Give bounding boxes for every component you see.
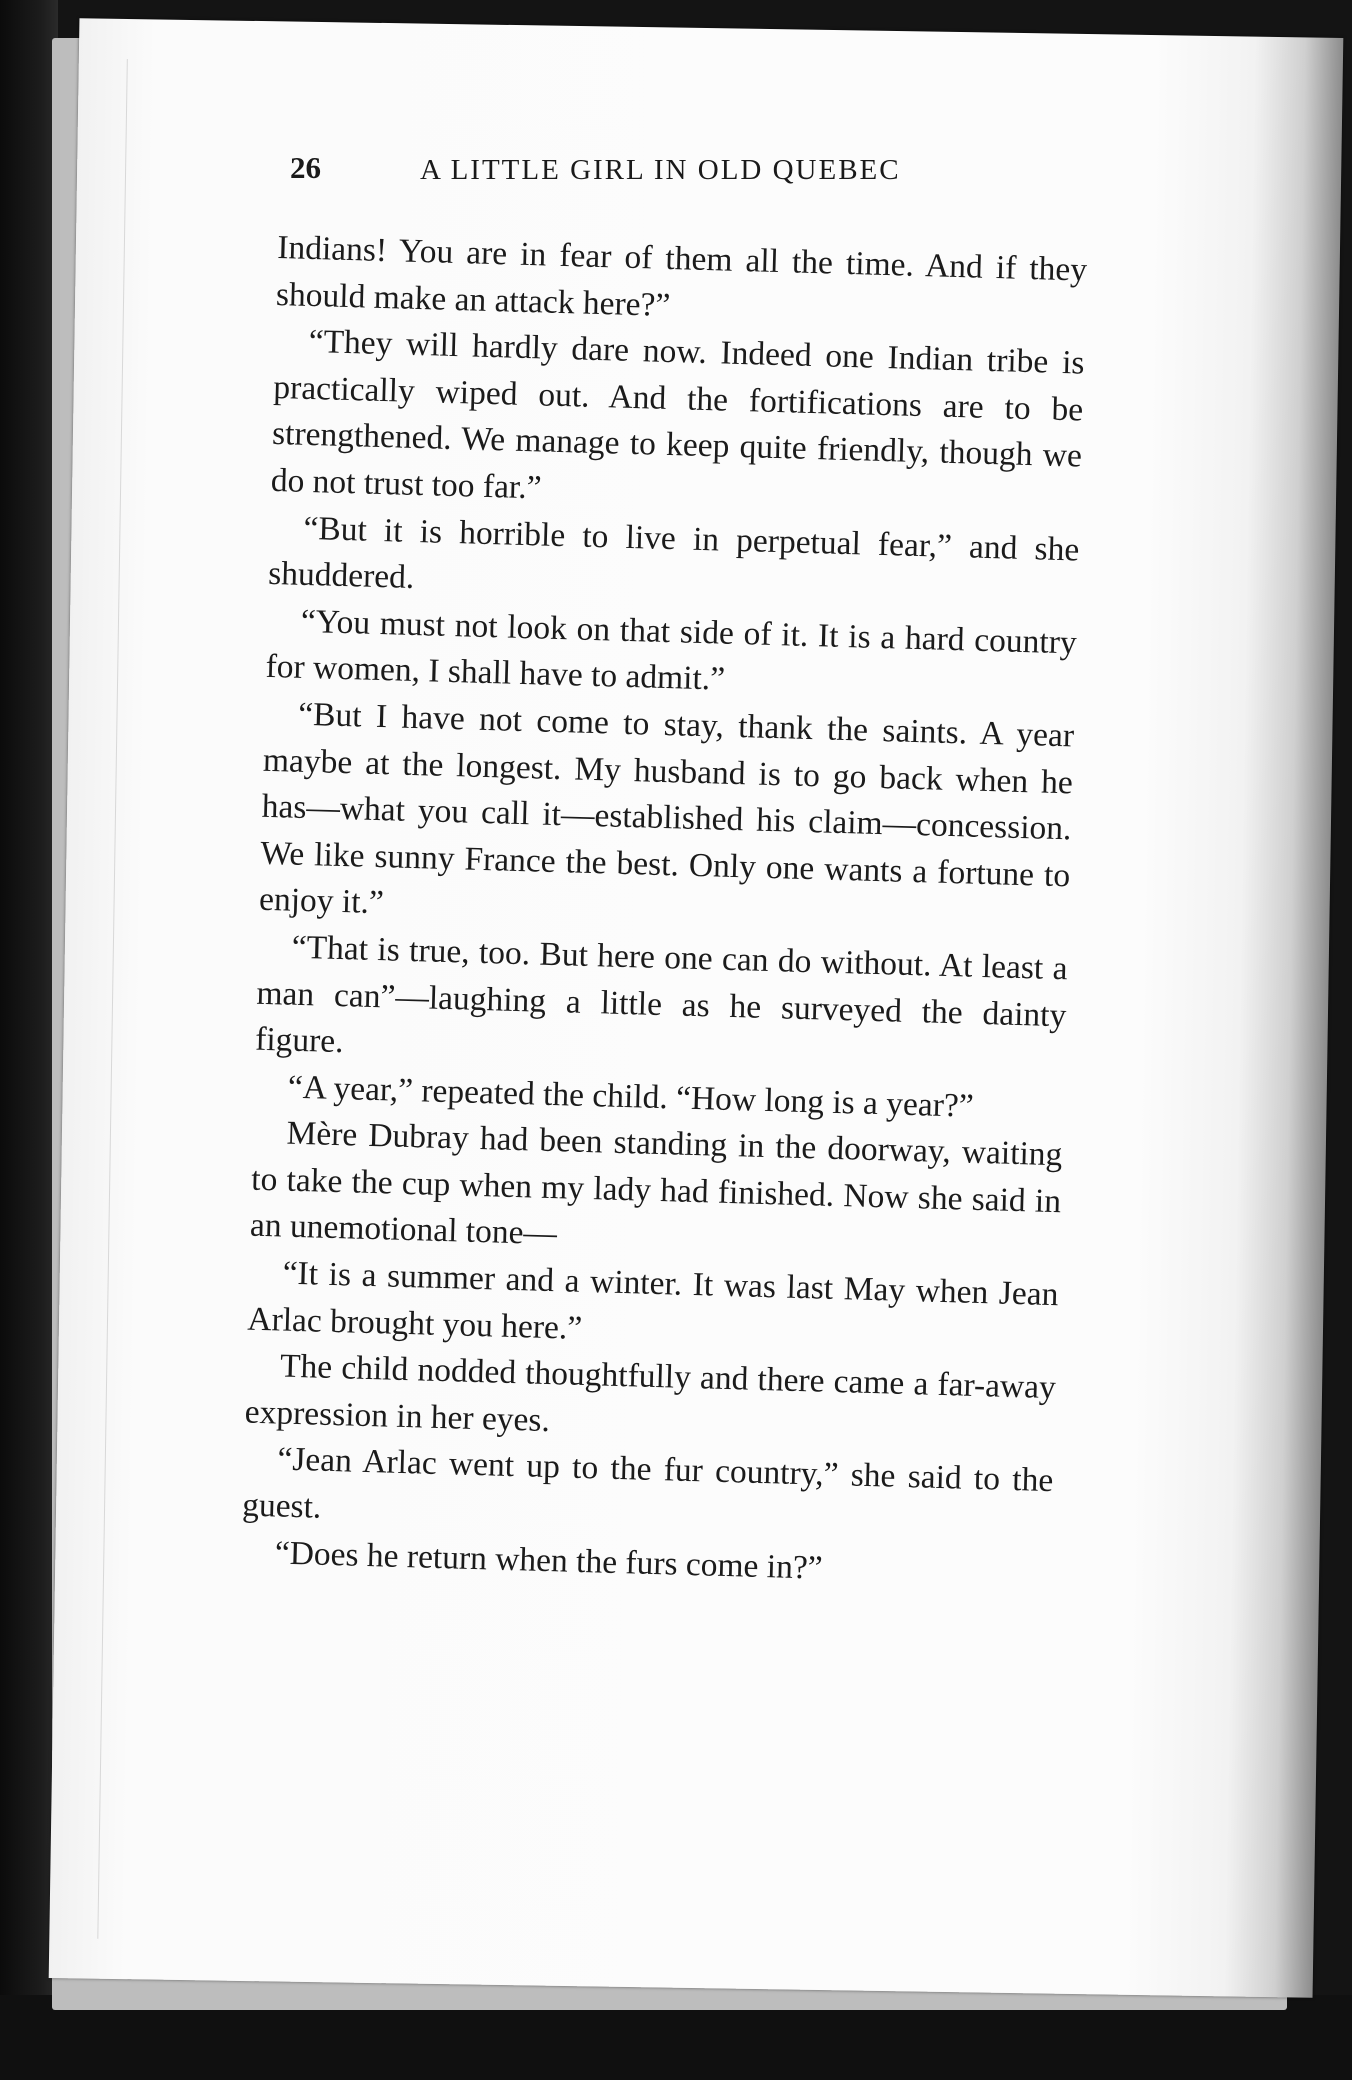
running-title: A LITTLE GIRL IN OLD QUEBEC xyxy=(420,154,901,186)
paragraph: Indians! You are in fear of them all the time. And if they should make an attack here?” xyxy=(275,228,1088,324)
paragraph: “But it is horrible to live in perpetual fear,” and she shuddered. xyxy=(267,509,1080,597)
paragraph: “That is true, too. But here one can do without. At least a man can”—laughing a little as he surveyed the dainty figure. xyxy=(254,928,1069,1061)
paragraph: Mère Dubray had been standing in the doorway, waiting to take the cup when my lady had finished. Now she said in an unemotional tone— xyxy=(249,1114,1063,1253)
paragraph: “Does he return when the furs come in?” xyxy=(274,1534,824,1587)
paragraph: “You must not look on that side of it. It is a hard country for women, I shall have to admit.” xyxy=(265,602,1078,698)
page-number: 26 xyxy=(290,150,321,185)
running-header xyxy=(290,150,1070,200)
scan-background-left xyxy=(0,0,58,2080)
paragraph: “A year,” repeated the child. “How long is a year?” xyxy=(287,1068,975,1125)
paragraph: “They will hardly dare now. Indeed one Indian tribe is practically wiped out. And the fortifications are to be strengthened. We manage to keep quite friendly, though we do not trust too far.” xyxy=(270,323,1085,507)
paragraph: “Jean Arlac went up to the fur country,” she said to the guest. xyxy=(241,1440,1054,1526)
paragraph: “It is a summer and a winter. It was last May when Jean Arlac brought you here.” xyxy=(246,1254,1059,1347)
page-gutter-line xyxy=(97,59,128,1939)
page-body xyxy=(240,225,1087,1598)
paragraph: The child nodded thoughtfully and there came a far-away expression in her eyes. xyxy=(244,1347,1057,1439)
paragraph: “But I have not come to stay, thank the saints. A year maybe at the longest. My husband is to go back when he has—what you call it—established his claim—concession. We like sunny France the best. Only one wants a fortune to enjoy it.” xyxy=(258,695,1075,922)
